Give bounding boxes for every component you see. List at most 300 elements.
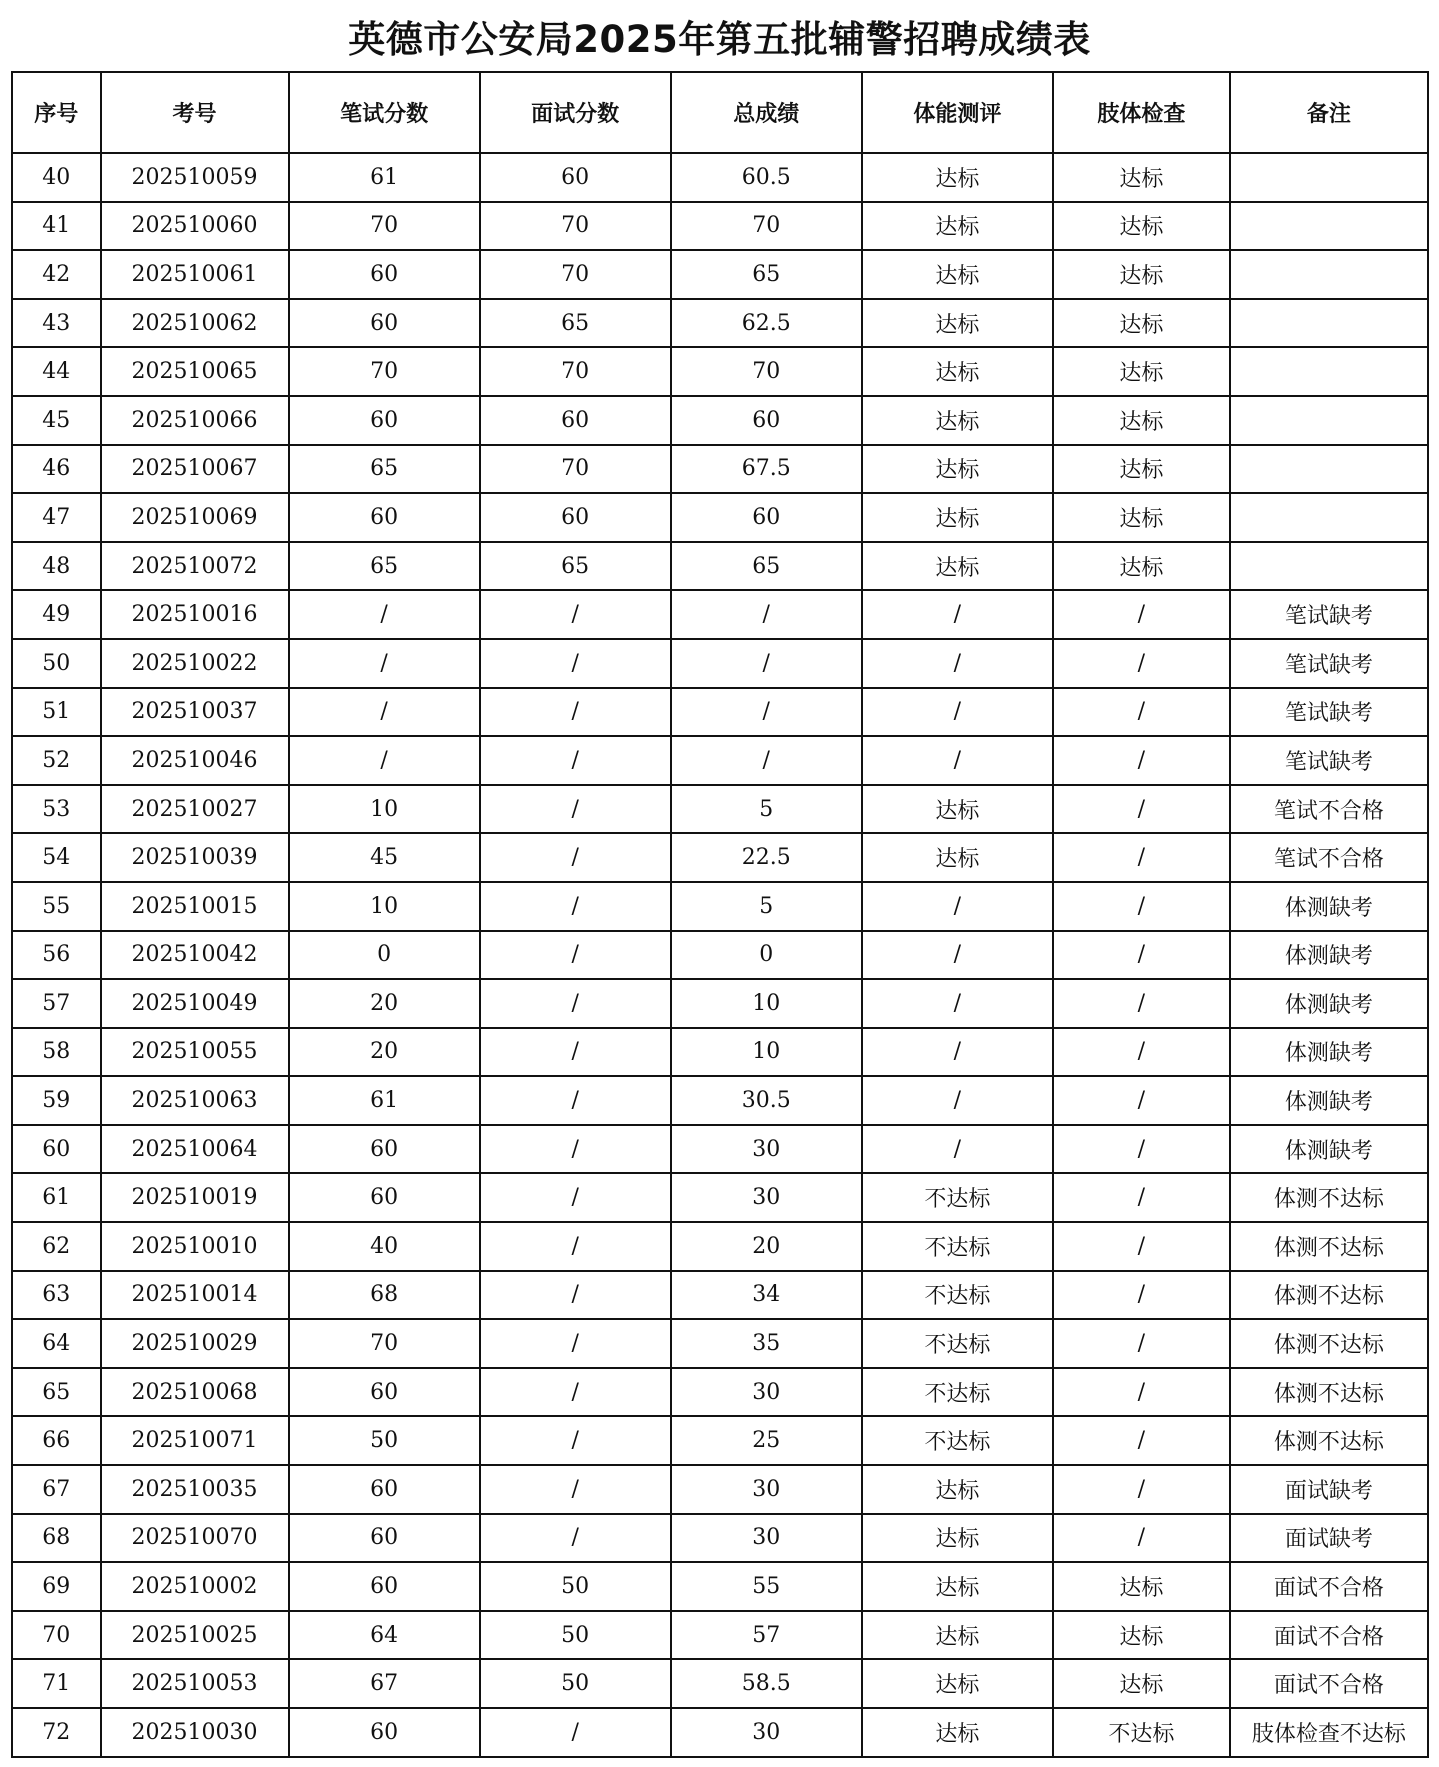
table-row (12, 396, 1428, 445)
remarks-cell: 笔试不合格 (1230, 833, 1428, 882)
fitness-test-cell: / (862, 1076, 1053, 1125)
total-score-cell: 70 (671, 347, 862, 396)
exam-number-cell: 202510037 (101, 688, 289, 737)
table-row (12, 1562, 1428, 1611)
total-score-cell: / (671, 590, 862, 639)
table-row (12, 542, 1428, 591)
seq-cell: 52 (12, 736, 101, 785)
seq-cell: 56 (12, 931, 101, 980)
exam-number-cell: 202510035 (101, 1465, 289, 1514)
written-score-cell: 45 (289, 833, 480, 882)
table-row (12, 1708, 1428, 1757)
written-score-cell: 60 (289, 1465, 480, 1514)
total-score-cell: 30.5 (671, 1076, 862, 1125)
body-check-cell: / (1053, 1368, 1230, 1417)
seq-cell: 66 (12, 1416, 101, 1465)
body-check-cell: 达标 (1053, 1659, 1230, 1708)
table-row (12, 1173, 1428, 1222)
total-score-cell: 67.5 (671, 445, 862, 494)
fitness-test-cell: 达标 (862, 785, 1053, 834)
interview-score-cell: / (480, 1514, 671, 1563)
body-check-cell: 达标 (1053, 542, 1230, 591)
remarks-cell: 体测不达标 (1230, 1319, 1428, 1368)
written-score-cell: 60 (289, 396, 480, 445)
interview-score-cell: / (480, 1222, 671, 1271)
total-score-cell: 10 (671, 979, 862, 1028)
seq-cell: 53 (12, 785, 101, 834)
written-score-cell: 61 (289, 1076, 480, 1125)
remarks-cell: 体测缺考 (1230, 1028, 1428, 1077)
table-row (12, 1659, 1428, 1708)
table-row (12, 1465, 1428, 1514)
body-check-cell: / (1053, 590, 1230, 639)
total-score-cell: 58.5 (671, 1659, 862, 1708)
written-score-cell: 0 (289, 931, 480, 980)
remarks-cell: 体测缺考 (1230, 979, 1428, 1028)
body-check-cell: 达标 (1053, 153, 1230, 202)
total-score-cell: 0 (671, 931, 862, 980)
interview-score-cell: / (480, 1708, 671, 1757)
exam-number-cell: 202510055 (101, 1028, 289, 1077)
written-score-cell: / (289, 688, 480, 737)
table-row (12, 1514, 1428, 1563)
table-row (12, 1028, 1428, 1077)
body-check-cell: / (1053, 1076, 1230, 1125)
exam-number-cell: 202510071 (101, 1416, 289, 1465)
column-header-total-score: 总成绩 (671, 72, 862, 153)
remarks-cell (1230, 299, 1428, 348)
table-row (12, 785, 1428, 834)
table-row (12, 299, 1428, 348)
body-check-cell: / (1053, 1416, 1230, 1465)
exam-number-cell: 202510029 (101, 1319, 289, 1368)
fitness-test-cell: 不达标 (862, 1368, 1053, 1417)
seq-cell: 55 (12, 882, 101, 931)
remarks-cell: 体测缺考 (1230, 1076, 1428, 1125)
written-score-cell: 10 (289, 785, 480, 834)
written-score-cell: 70 (289, 202, 480, 251)
fitness-test-cell: 达标 (862, 153, 1053, 202)
body-check-cell: 达标 (1053, 396, 1230, 445)
remarks-cell: 体测不达标 (1230, 1416, 1428, 1465)
fitness-test-cell: 达标 (862, 1562, 1053, 1611)
total-score-cell: 34 (671, 1271, 862, 1320)
exam-number-cell: 202510060 (101, 202, 289, 251)
interview-score-cell: / (480, 639, 671, 688)
total-score-cell: 20 (671, 1222, 862, 1271)
table-row (12, 736, 1428, 785)
column-header-exam-number: 考号 (101, 72, 289, 153)
fitness-test-cell: / (862, 1125, 1053, 1174)
seq-cell: 57 (12, 979, 101, 1028)
table-row (12, 639, 1428, 688)
total-score-cell: / (671, 639, 862, 688)
body-check-cell: / (1053, 1514, 1230, 1563)
fitness-test-cell: / (862, 1028, 1053, 1077)
total-score-cell: 30 (671, 1514, 862, 1563)
total-score-cell: 5 (671, 882, 862, 931)
body-check-cell: 达标 (1053, 445, 1230, 494)
table-row (12, 1319, 1428, 1368)
written-score-cell: 65 (289, 445, 480, 494)
remarks-cell (1230, 153, 1428, 202)
remarks-cell: 笔试缺考 (1230, 590, 1428, 639)
remarks-cell (1230, 250, 1428, 299)
score-table (11, 71, 1429, 1758)
exam-number-cell: 202510022 (101, 639, 289, 688)
exam-number-cell: 202510025 (101, 1611, 289, 1660)
seq-cell: 51 (12, 688, 101, 737)
seq-cell: 41 (12, 202, 101, 251)
written-score-cell: 40 (289, 1222, 480, 1271)
table-row (12, 833, 1428, 882)
total-score-cell: 60 (671, 493, 862, 542)
table-row (12, 1076, 1428, 1125)
exam-number-cell: 202510063 (101, 1076, 289, 1125)
total-score-cell: 30 (671, 1708, 862, 1757)
fitness-test-cell: 达标 (862, 250, 1053, 299)
body-check-cell: 达标 (1053, 347, 1230, 396)
exam-number-cell: 202510016 (101, 590, 289, 639)
interview-score-cell: 65 (480, 299, 671, 348)
exam-number-cell: 202510042 (101, 931, 289, 980)
remarks-cell: 面试不合格 (1230, 1562, 1428, 1611)
column-header-body-check: 肢体检查 (1053, 72, 1230, 153)
seq-cell: 42 (12, 250, 101, 299)
table-header-row (12, 72, 1428, 153)
remarks-cell: 体测不达标 (1230, 1173, 1428, 1222)
remarks-cell: 笔试缺考 (1230, 736, 1428, 785)
table-row (12, 1222, 1428, 1271)
body-check-cell: 达标 (1053, 299, 1230, 348)
remarks-cell: 面试缺考 (1230, 1514, 1428, 1563)
interview-score-cell: 70 (480, 445, 671, 494)
written-score-cell: 20 (289, 979, 480, 1028)
fitness-test-cell: 不达标 (862, 1416, 1053, 1465)
written-score-cell: 70 (289, 1319, 480, 1368)
interview-score-cell: 70 (480, 347, 671, 396)
interview-score-cell: 60 (480, 396, 671, 445)
remarks-cell: 面试不合格 (1230, 1659, 1428, 1708)
fitness-test-cell: 不达标 (862, 1271, 1053, 1320)
column-header-interview-score: 面试分数 (480, 72, 671, 153)
seq-cell: 48 (12, 542, 101, 591)
seq-cell: 40 (12, 153, 101, 202)
table-row (12, 445, 1428, 494)
seq-cell: 70 (12, 1611, 101, 1660)
table-row (12, 688, 1428, 737)
interview-score-cell: 50 (480, 1562, 671, 1611)
body-check-cell: / (1053, 979, 1230, 1028)
total-score-cell: 35 (671, 1319, 862, 1368)
table-row (12, 250, 1428, 299)
body-check-cell: 达标 (1053, 1611, 1230, 1660)
written-score-cell: / (289, 639, 480, 688)
column-header-fitness-test: 体能测评 (862, 72, 1053, 153)
written-score-cell: 60 (289, 1125, 480, 1174)
table-row (12, 153, 1428, 202)
interview-score-cell: / (480, 785, 671, 834)
total-score-cell: 22.5 (671, 833, 862, 882)
fitness-test-cell: 达标 (862, 833, 1053, 882)
remarks-cell (1230, 445, 1428, 494)
total-score-cell: 30 (671, 1173, 862, 1222)
fitness-test-cell: 达标 (862, 347, 1053, 396)
exam-number-cell: 202510014 (101, 1271, 289, 1320)
written-score-cell: 60 (289, 1514, 480, 1563)
column-header-written-score: 笔试分数 (289, 72, 480, 153)
seq-cell: 43 (12, 299, 101, 348)
seq-cell: 62 (12, 1222, 101, 1271)
table-row (12, 493, 1428, 542)
total-score-cell: 62.5 (671, 299, 862, 348)
exam-number-cell: 202510015 (101, 882, 289, 931)
remarks-cell: 体测不达标 (1230, 1368, 1428, 1417)
interview-score-cell: / (480, 1028, 671, 1077)
interview-score-cell: / (480, 1076, 671, 1125)
written-score-cell: 60 (289, 299, 480, 348)
body-check-cell: 达标 (1053, 250, 1230, 299)
remarks-cell: 体测不达标 (1230, 1271, 1428, 1320)
body-check-cell: / (1053, 1271, 1230, 1320)
seq-cell: 67 (12, 1465, 101, 1514)
exam-number-cell: 202510059 (101, 153, 289, 202)
body-check-cell: / (1053, 1222, 1230, 1271)
total-score-cell: 65 (671, 542, 862, 591)
seq-cell: 71 (12, 1659, 101, 1708)
body-check-cell: / (1053, 785, 1230, 834)
interview-score-cell: / (480, 1125, 671, 1174)
interview-score-cell: 60 (480, 153, 671, 202)
fitness-test-cell: / (862, 979, 1053, 1028)
written-score-cell: 61 (289, 153, 480, 202)
seq-cell: 65 (12, 1368, 101, 1417)
exam-number-cell: 202510039 (101, 833, 289, 882)
fitness-test-cell: 不达标 (862, 1173, 1053, 1222)
written-score-cell: / (289, 736, 480, 785)
fitness-test-cell: 达标 (862, 445, 1053, 494)
interview-score-cell: / (480, 1173, 671, 1222)
total-score-cell: 30 (671, 1465, 862, 1514)
exam-number-cell: 202510068 (101, 1368, 289, 1417)
remarks-cell: 面试缺考 (1230, 1465, 1428, 1514)
interview-score-cell: 50 (480, 1611, 671, 1660)
exam-number-cell: 202510070 (101, 1514, 289, 1563)
interview-score-cell: / (480, 688, 671, 737)
written-score-cell: 67 (289, 1659, 480, 1708)
fitness-test-cell: 达标 (862, 493, 1053, 542)
body-check-cell: / (1053, 1319, 1230, 1368)
exam-number-cell: 202510064 (101, 1125, 289, 1174)
fitness-test-cell: / (862, 931, 1053, 980)
remarks-cell: 笔试缺考 (1230, 688, 1428, 737)
remarks-cell: 体测缺考 (1230, 931, 1428, 980)
total-score-cell: 25 (671, 1416, 862, 1465)
total-score-cell: 70 (671, 202, 862, 251)
body-check-cell: / (1053, 736, 1230, 785)
total-score-cell: 10 (671, 1028, 862, 1077)
seq-cell: 69 (12, 1562, 101, 1611)
seq-cell: 50 (12, 639, 101, 688)
seq-cell: 45 (12, 396, 101, 445)
total-score-cell: 5 (671, 785, 862, 834)
remarks-cell: 体测缺考 (1230, 882, 1428, 931)
seq-cell: 49 (12, 590, 101, 639)
table-body (12, 153, 1428, 1757)
interview-score-cell: / (480, 979, 671, 1028)
written-score-cell: 60 (289, 250, 480, 299)
body-check-cell: / (1053, 688, 1230, 737)
exam-number-cell: 202510069 (101, 493, 289, 542)
body-check-cell: 达标 (1053, 493, 1230, 542)
table-row (12, 1611, 1428, 1660)
total-score-cell: 30 (671, 1368, 862, 1417)
fitness-test-cell: 达标 (862, 1708, 1053, 1757)
exam-number-cell: 202510046 (101, 736, 289, 785)
table-row (12, 1271, 1428, 1320)
exam-number-cell: 202510061 (101, 250, 289, 299)
fitness-test-cell: / (862, 639, 1053, 688)
seq-cell: 59 (12, 1076, 101, 1125)
exam-number-cell: 202510030 (101, 1708, 289, 1757)
written-score-cell: 68 (289, 1271, 480, 1320)
exam-number-cell: 202510053 (101, 1659, 289, 1708)
seq-cell: 60 (12, 1125, 101, 1174)
written-score-cell: 10 (289, 882, 480, 931)
written-score-cell: 60 (289, 1708, 480, 1757)
remarks-cell: 笔试不合格 (1230, 785, 1428, 834)
table-row (12, 202, 1428, 251)
seq-cell: 68 (12, 1514, 101, 1563)
table-row (12, 347, 1428, 396)
body-check-cell: / (1053, 882, 1230, 931)
written-score-cell: 65 (289, 542, 480, 591)
seq-cell: 61 (12, 1173, 101, 1222)
written-score-cell: / (289, 590, 480, 639)
fitness-test-cell: 达标 (862, 202, 1053, 251)
exam-number-cell: 202510049 (101, 979, 289, 1028)
seq-cell: 72 (12, 1708, 101, 1757)
table-row (12, 882, 1428, 931)
interview-score-cell: 60 (480, 493, 671, 542)
exam-number-cell: 202510072 (101, 542, 289, 591)
interview-score-cell: 70 (480, 202, 671, 251)
total-score-cell: 65 (671, 250, 862, 299)
fitness-test-cell: / (862, 688, 1053, 737)
fitness-test-cell: 达标 (862, 1465, 1053, 1514)
interview-score-cell: / (480, 1465, 671, 1514)
body-check-cell: / (1053, 1125, 1230, 1174)
remarks-cell (1230, 493, 1428, 542)
remarks-cell: 面试不合格 (1230, 1611, 1428, 1660)
interview-score-cell: / (480, 1319, 671, 1368)
fitness-test-cell: 达标 (862, 1611, 1053, 1660)
total-score-cell: / (671, 736, 862, 785)
written-score-cell: 60 (289, 493, 480, 542)
interview-score-cell: 65 (480, 542, 671, 591)
exam-number-cell: 202510067 (101, 445, 289, 494)
remarks-cell: 肢体检查不达标 (1230, 1708, 1428, 1757)
written-score-cell: 20 (289, 1028, 480, 1077)
written-score-cell: 70 (289, 347, 480, 396)
fitness-test-cell: 达标 (862, 542, 1053, 591)
fitness-test-cell: 达标 (862, 299, 1053, 348)
total-score-cell: 30 (671, 1125, 862, 1174)
interview-score-cell: / (480, 882, 671, 931)
total-score-cell: 57 (671, 1611, 862, 1660)
seq-cell: 64 (12, 1319, 101, 1368)
table-row (12, 1125, 1428, 1174)
exam-number-cell: 202510002 (101, 1562, 289, 1611)
table-row (12, 1416, 1428, 1465)
remarks-cell (1230, 396, 1428, 445)
remarks-cell (1230, 347, 1428, 396)
written-score-cell: 60 (289, 1562, 480, 1611)
exam-number-cell: 202510010 (101, 1222, 289, 1271)
exam-number-cell: 202510066 (101, 396, 289, 445)
total-score-cell: 60 (671, 396, 862, 445)
fitness-test-cell: 不达标 (862, 1319, 1053, 1368)
remarks-cell (1230, 202, 1428, 251)
written-score-cell: 50 (289, 1416, 480, 1465)
total-score-cell: / (671, 688, 862, 737)
interview-score-cell: 50 (480, 1659, 671, 1708)
fitness-test-cell: 达标 (862, 1659, 1053, 1708)
column-header-seq: 序号 (12, 72, 101, 153)
body-check-cell: 达标 (1053, 202, 1230, 251)
exam-number-cell: 202510019 (101, 1173, 289, 1222)
remarks-cell: 笔试缺考 (1230, 639, 1428, 688)
body-check-cell: / (1053, 833, 1230, 882)
table-row (12, 931, 1428, 980)
written-score-cell: 60 (289, 1173, 480, 1222)
body-check-cell: / (1053, 1465, 1230, 1514)
table-row (12, 979, 1428, 1028)
interview-score-cell: / (480, 590, 671, 639)
fitness-test-cell: 不达标 (862, 1222, 1053, 1271)
seq-cell: 63 (12, 1271, 101, 1320)
column-header-remarks: 备注 (1230, 72, 1428, 153)
remarks-cell: 体测缺考 (1230, 1125, 1428, 1174)
exam-number-cell: 202510027 (101, 785, 289, 834)
body-check-cell: / (1053, 1028, 1230, 1077)
fitness-test-cell: / (862, 736, 1053, 785)
table-row (12, 590, 1428, 639)
total-score-cell: 55 (671, 1562, 862, 1611)
seq-cell: 54 (12, 833, 101, 882)
fitness-test-cell: / (862, 882, 1053, 931)
body-check-cell: / (1053, 1173, 1230, 1222)
written-score-cell: 60 (289, 1368, 480, 1417)
interview-score-cell: / (480, 1416, 671, 1465)
body-check-cell: 达标 (1053, 1562, 1230, 1611)
interview-score-cell: / (480, 1271, 671, 1320)
interview-score-cell: / (480, 1368, 671, 1417)
fitness-test-cell: 达标 (862, 396, 1053, 445)
seq-cell: 47 (12, 493, 101, 542)
exam-number-cell: 202510065 (101, 347, 289, 396)
fitness-test-cell: 达标 (862, 1514, 1053, 1563)
interview-score-cell: / (480, 736, 671, 785)
table-row (12, 1368, 1428, 1417)
interview-score-cell: / (480, 931, 671, 980)
remarks-cell: 体测不达标 (1230, 1222, 1428, 1271)
seq-cell: 46 (12, 445, 101, 494)
interview-score-cell: 70 (480, 250, 671, 299)
body-check-cell: 不达标 (1053, 1708, 1230, 1757)
total-score-cell: 60.5 (671, 153, 862, 202)
body-check-cell: / (1053, 639, 1230, 688)
